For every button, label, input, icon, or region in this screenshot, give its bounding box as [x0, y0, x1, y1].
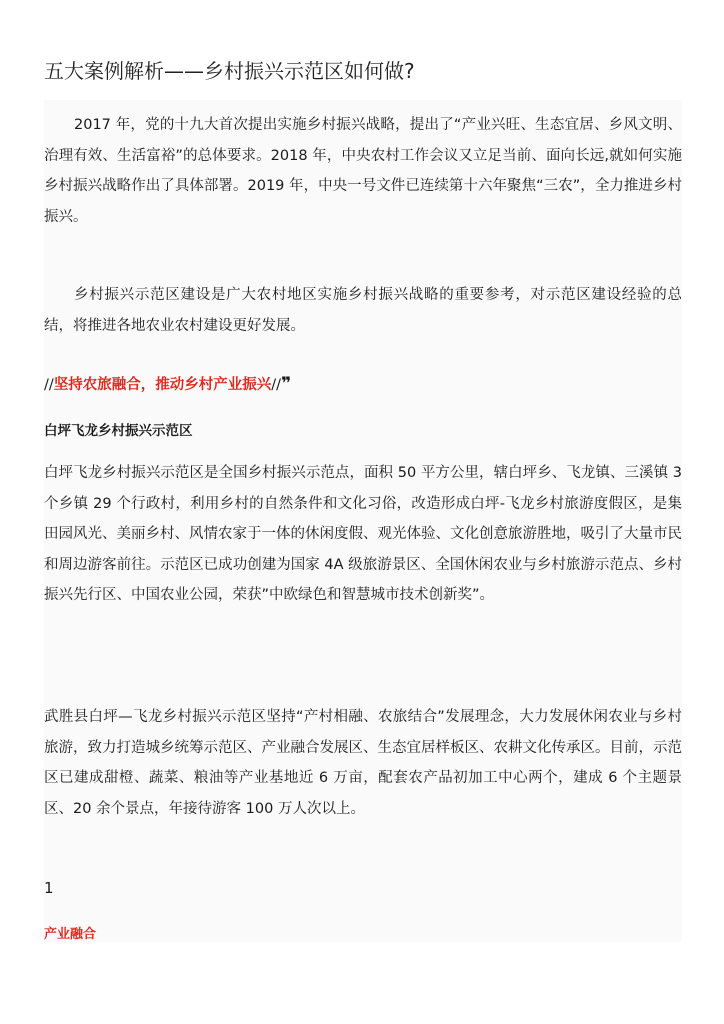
section-heading-prefix: //	[44, 377, 54, 393]
section-heading-suffix: //	[271, 377, 282, 393]
section-heading	[44, 371, 291, 398]
item-number: 1	[44, 879, 54, 897]
case-title: 白坪飞龙乡村振兴示范区	[44, 423, 193, 439]
article-body	[44, 100, 682, 942]
case-paragraph: 白坪飞龙乡村振兴示范区是全国乡村振兴示范点，面积 50 平方公里，辖白坪乡、飞龙镇、三溪镇 3 个乡镇 29 个行政村，利用乡村的自然条件和文化习俗，改造形成白坪-飞龙乡村旅游度假区，是集田园风光、美丽乡村、风情农家于一体的休闲度假、观光体验、文化创意旅游胜地，吸引了大量市民和周边游客前往。示范区已成功创建为国家 4A 级旅游景区、全国休闲农业与乡村旅游示范点、乡村振兴先行区、中国农业公园，荣获”中欧绿色和智慧城市技术创新奖”。	[44, 465, 682, 604]
summary-paragraph: 乡村振兴示范区建设是广大农村地区实施乡村振兴战略的重要参考，对示范区建设经验的总结，将推进各地农业农村建设更好发展。	[44, 287, 682, 334]
intro-paragraph: 2017 年，党的十九大首次提出实施乡村振兴战略，提出了“产业兴旺、生态宜居、乡风文明、治理有效、生活富裕”的总体要求。2018 年，中央农村工作会议又立足当前、面向长远,就如何实施乡村振兴战略作出了具体部署。2019 年，中央一号文件已连续第十六年聚焦“三农”，全力推进乡村振兴。	[44, 117, 682, 225]
section-heading-highlight: 坚持农旅融合，推动乡村产业振兴	[53, 377, 272, 393]
red-section-label: 产业融合	[44, 927, 97, 942]
quote-mark-icon: ❞	[281, 374, 292, 394]
case-paragraph: 武胜县白坪—飞龙乡村振兴示范区坚持“产村相融、农旅结合”发展理念，大力发展休闲农业与乡村旅游，致力打造城乡统筹示范区、产业融合发展区、生态宜居样板区、农耕文化传承区。目前，示范区已建成甜橙、蔬菜、粮油等产业基地近 6 万亩，配套农产品初加工中心两个，建成 6 个主题景区、20 余个景点，年接待游客 100 万人次以上。	[44, 709, 682, 817]
page-title: 五大案例解析——乡村振兴示范区如何做?	[44, 59, 415, 83]
